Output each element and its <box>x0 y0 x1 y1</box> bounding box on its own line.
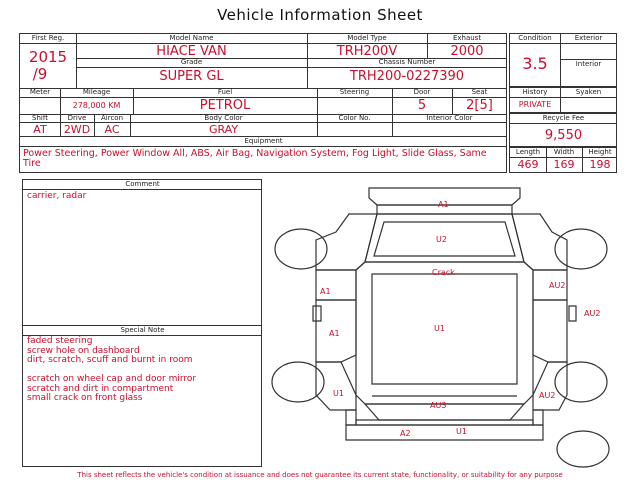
comment-text: carrier, radar <box>27 191 87 201</box>
width-label: Width <box>553 148 575 156</box>
dimensions-box <box>509 147 617 173</box>
equipment-label: Equipment <box>244 137 283 145</box>
first-reg-month: /9 <box>32 65 48 83</box>
condition-box <box>509 33 617 87</box>
seat-label: Seat <box>471 88 488 96</box>
history-label: History <box>522 88 548 96</box>
aircon-value: AC <box>104 123 120 136</box>
mark-rear-a2: A2 <box>400 429 411 438</box>
special-note-label: Special Note <box>120 326 165 334</box>
wheel-front-left <box>275 229 327 269</box>
special-note-box <box>22 325 262 467</box>
first-reg-label: First Reg. <box>31 34 65 42</box>
width-value: 169 <box>553 158 575 171</box>
length-label: Length <box>515 148 541 156</box>
mark-right-au2-side: AU2 <box>584 309 601 318</box>
syaken-label: Syaken <box>575 88 602 96</box>
car-damage-diagram <box>268 178 620 470</box>
first-reg-year: 2015 <box>28 48 68 66</box>
wheel-front-right <box>555 229 607 269</box>
height-value: 198 <box>589 158 611 171</box>
mark-crack: Crack <box>432 268 455 277</box>
aircon-label: Aircon <box>100 114 124 122</box>
condition-label: Condition <box>518 34 552 42</box>
disclaimer-footer: This sheet reflects the vehicle's condition at issuance and does not guarantee its current state, functionality, or suitability for any purpose <box>77 471 563 479</box>
recycle-fee-box <box>509 113 617 147</box>
height-label: Height <box>588 148 612 156</box>
sheet-title: Vehicle Information Sheet <box>217 6 423 24</box>
door-label: Door <box>413 88 431 96</box>
mark-front-a1: A1 <box>438 200 449 209</box>
spare-tire <box>557 431 609 467</box>
fuel-value: PETROL <box>199 98 251 113</box>
mark-left-u1: U1 <box>333 389 344 398</box>
history-value: PRIVATE <box>518 100 552 109</box>
length-value: 469 <box>517 158 539 171</box>
mileage-value: 278,000 KM <box>72 101 121 110</box>
roof <box>356 262 533 404</box>
mark-right-au2: AU2 <box>549 281 566 290</box>
recycle-fee-label: Recycle Fee <box>542 114 585 122</box>
comment-label: Comment <box>125 180 160 188</box>
mark-center-u1: U1 <box>434 324 445 333</box>
seat-value: 2[5] <box>466 98 493 113</box>
body-color-value: GRAY <box>208 123 239 136</box>
meter-label: Meter <box>29 88 51 96</box>
mark-right-au2-lower: AU2 <box>539 391 556 400</box>
mileage-label: Mileage <box>82 88 111 96</box>
drive-label: Drive <box>67 114 87 122</box>
recycle-fee-value: 9,550 <box>544 128 583 143</box>
interior-label: Interior <box>575 60 602 68</box>
vehicle-info-table <box>19 33 507 137</box>
grade-label: Grade <box>180 58 203 66</box>
model-type-value: TRH200V <box>336 44 398 59</box>
model-type-label: Model Type <box>347 34 387 42</box>
condition-value: 3.5 <box>522 54 548 73</box>
model-name-label: Model Name <box>169 34 214 42</box>
door-value: 5 <box>417 98 427 113</box>
body-color-label: Body Color <box>204 114 243 122</box>
rear-bumper <box>346 425 543 440</box>
comment-box <box>22 179 262 326</box>
interior-color-label: Interior Color <box>426 114 473 122</box>
right-slide-door <box>533 300 567 362</box>
mark-left-a1-upper: A1 <box>320 287 331 296</box>
history-box <box>509 87 617 113</box>
grade-value: SUPER GL <box>159 69 224 84</box>
color-no-label: Color No. <box>338 114 371 122</box>
mark-roof-u2: U2 <box>436 235 447 244</box>
fuel-label: Fuel <box>217 88 233 96</box>
chassis-number-label: Chassis Number <box>378 58 436 66</box>
mark-rear-au3: AU3 <box>430 401 447 410</box>
special-note-text: faded steering screw hole on dashboard dirt, scratch, scuff and burnt in room scratch on wheel cap and door mirror scratch and dirt in compartment small crack on front glass <box>27 336 197 403</box>
mark-left-a1-lower: A1 <box>329 329 340 338</box>
drive-value: 2WD <box>63 123 91 136</box>
exhaust-value: 2000 <box>450 44 484 59</box>
mark-rear-u1: U1 <box>456 427 467 436</box>
chassis-number-value: TRH200-0227390 <box>349 69 465 84</box>
wheel-rear-right <box>555 362 607 402</box>
equipment-box <box>19 136 507 173</box>
steering-label: Steering <box>339 88 370 96</box>
exterior-label: Exterior <box>574 34 603 42</box>
equipment-value: Power Steering, Power Window All, ABS, Air Bag, Navigation System, Fog Light, Slide Glass, Same Tire <box>23 148 487 169</box>
model-name-value: HIACE VAN <box>156 44 227 59</box>
shift-label: Shift <box>32 114 48 122</box>
exhaust-label: Exhaust <box>452 34 482 42</box>
shift-value: AT <box>33 123 47 136</box>
